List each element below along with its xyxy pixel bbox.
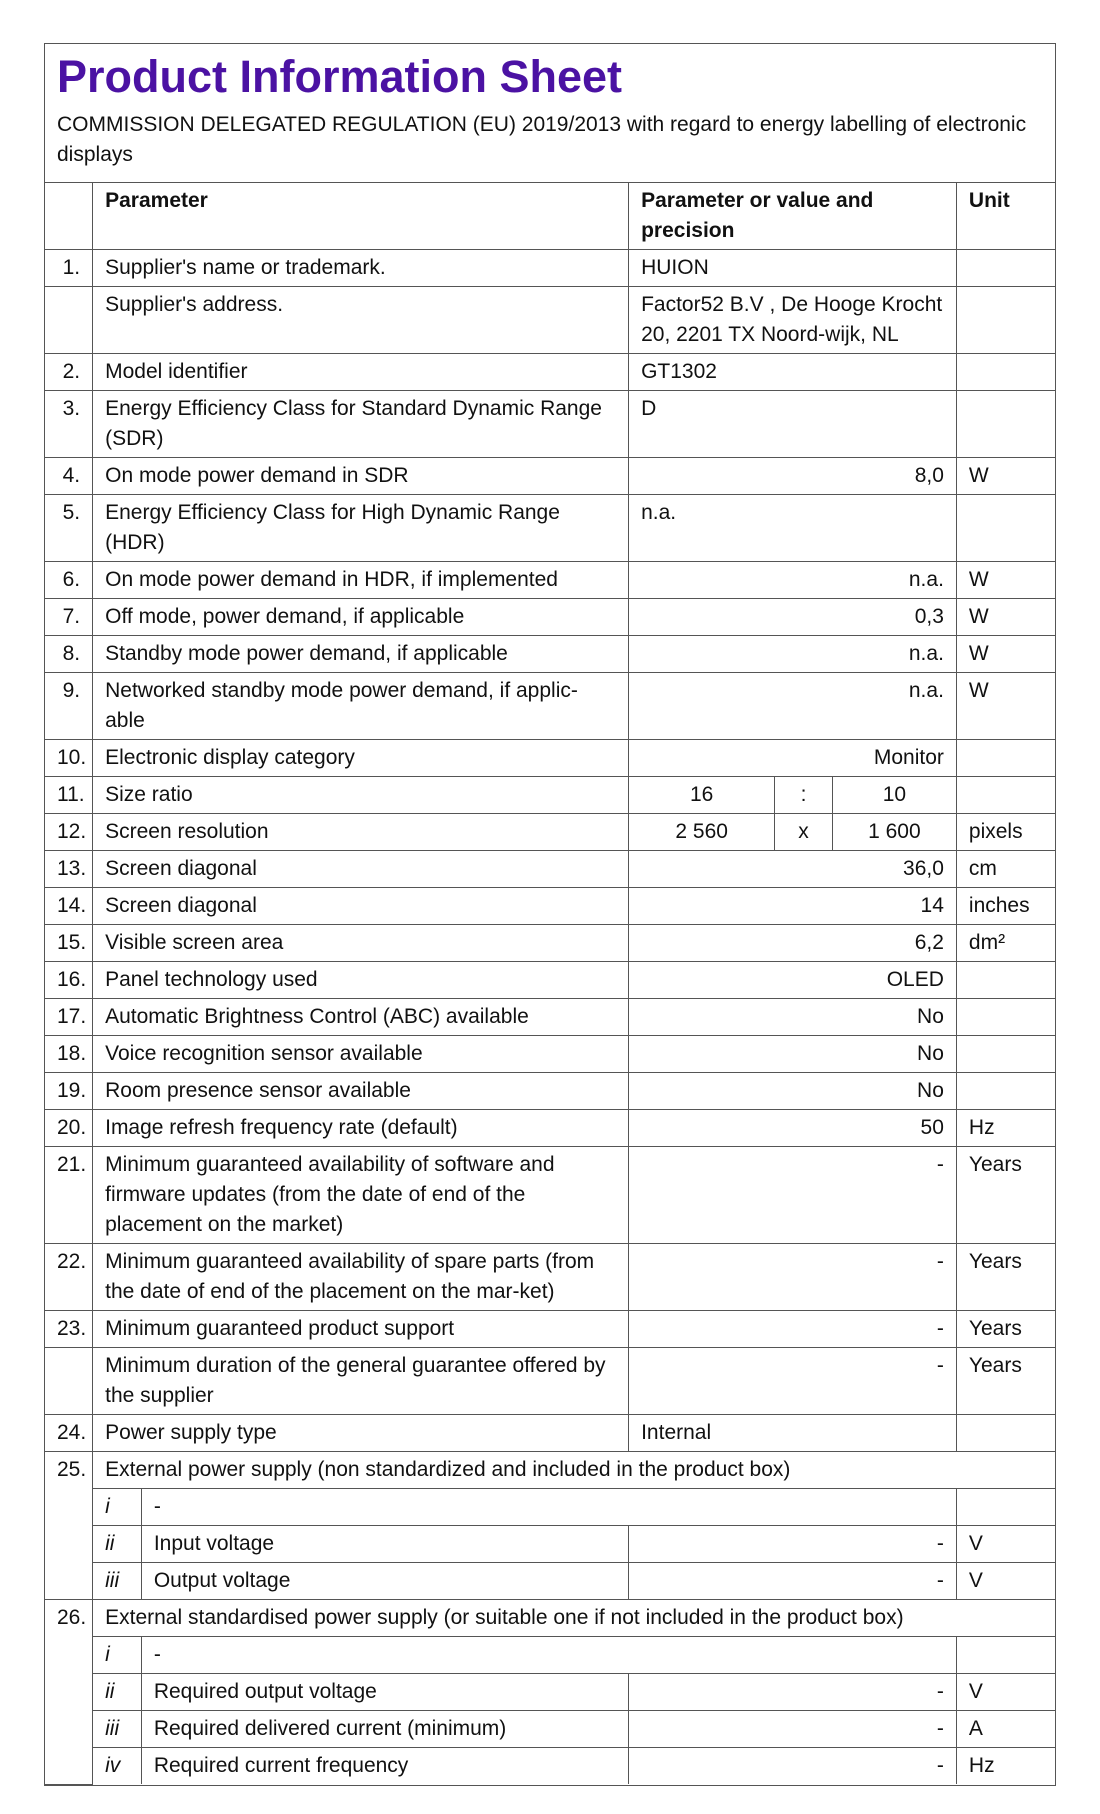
row-parameter: Minimum guaranteed availability of spare parts (from the date of end of the placement on the mar-ket): [93, 1244, 629, 1311]
ext-standard-power-supply-title-row: [45, 1600, 1055, 1637]
row-value: -: [629, 1244, 957, 1311]
row-value-a: 16: [629, 777, 775, 814]
ext-standard-power-supply-item-row: [45, 1674, 1055, 1711]
ext-power-supply-item-row: [45, 1526, 1055, 1563]
table-row: [45, 458, 1055, 495]
row-parameter: Voice recognition sensor available: [93, 1036, 629, 1073]
row-parameter: Supplier's address.: [93, 287, 629, 354]
ext-standard-power-supply-item-unit: [956, 1637, 1055, 1674]
row-unit: dm²: [956, 925, 1055, 962]
table-row: [45, 1311, 1055, 1348]
ext-standard-power-supply-item-index: i: [93, 1637, 142, 1674]
row-parameter: Room presence sensor available: [93, 1073, 629, 1110]
table-row: [45, 1036, 1055, 1073]
row-number: 8.: [45, 636, 93, 673]
ext-standard-power-supply-item-label: Required delivered current (minimum): [141, 1711, 628, 1748]
table-row: [45, 636, 1055, 673]
row-parameter: Model identifier: [93, 354, 629, 391]
ext-standard-power-supply-item-label: -: [141, 1637, 956, 1674]
row-value: n.a.: [629, 636, 957, 673]
row-value: -: [629, 1311, 957, 1348]
row-value-b: 1 600: [832, 814, 956, 851]
row-number: 20.: [45, 1110, 93, 1147]
row-number: 25.: [45, 1452, 93, 1600]
header-number: [45, 183, 93, 250]
row-number: 9.: [45, 673, 93, 740]
row-unit: [956, 777, 1055, 814]
row-number: 5.: [45, 495, 93, 562]
row-unit: [956, 1036, 1055, 1073]
row-value: 14: [629, 888, 957, 925]
row-number: 17.: [45, 999, 93, 1036]
row-unit: W: [956, 599, 1055, 636]
product-information-sheet: [44, 43, 1056, 1786]
row-number: 22.: [45, 1244, 93, 1311]
ext-standard-power-supply-item-label: Required output voltage: [141, 1674, 628, 1711]
row-unit: [956, 250, 1055, 287]
row-number: 4.: [45, 458, 93, 495]
row-unit: W: [956, 673, 1055, 740]
row-unit: Years: [956, 1244, 1055, 1311]
row-number: 14.: [45, 888, 93, 925]
row-parameter: Electronic display category: [93, 740, 629, 777]
ext-power-supply-item-label: -: [141, 1489, 956, 1526]
row-number: 15.: [45, 925, 93, 962]
row-number: 2.: [45, 354, 93, 391]
row-parameter: On mode power demand in HDR, if implemented: [93, 562, 629, 599]
ext-power-supply-item-value: -: [629, 1563, 957, 1600]
row-value: n.a.: [629, 495, 957, 562]
ext-power-supply-title: External power supply (non standardized and included in the product box): [93, 1452, 1055, 1489]
table-row: [45, 814, 1055, 851]
row-parameter: Visible screen area: [93, 925, 629, 962]
table-row: [45, 1244, 1055, 1311]
ext-power-supply-item-row: [45, 1489, 1055, 1526]
ext-standard-power-supply-item-unit: V: [956, 1674, 1055, 1711]
row-value: n.a.: [629, 673, 957, 740]
ext-standard-power-supply-item-index: iii: [93, 1711, 142, 1748]
row-value: GT1302: [629, 354, 957, 391]
row-value-separator: x: [775, 814, 833, 851]
row-value: No: [629, 999, 957, 1036]
table-header-row: [45, 183, 1055, 250]
row-value: HUION: [629, 250, 957, 287]
table-row: [45, 888, 1055, 925]
row-value: Internal: [629, 1415, 957, 1452]
row-number: [45, 287, 93, 354]
row-value: OLED: [629, 962, 957, 999]
row-parameter: Power supply type: [93, 1415, 629, 1452]
row-unit: Years: [956, 1348, 1055, 1415]
row-value: No: [629, 1073, 957, 1110]
ext-power-supply-item-index: iii: [93, 1563, 142, 1600]
row-value: 50: [629, 1110, 957, 1147]
row-parameter: Image refresh frequency rate (default): [93, 1110, 629, 1147]
ext-standard-power-supply-item-label: Required current frequency: [141, 1748, 628, 1785]
row-value: D: [629, 391, 957, 458]
ext-standard-power-supply-item-row: [45, 1637, 1055, 1674]
ext-standard-power-supply-item-index: ii: [93, 1674, 142, 1711]
sheet-header: [45, 44, 1055, 183]
row-parameter: Size ratio: [93, 777, 629, 814]
row-unit: [956, 1073, 1055, 1110]
row-parameter: Off mode, power demand, if applicable: [93, 599, 629, 636]
table-row: [45, 562, 1055, 599]
row-number: [45, 1348, 93, 1415]
regulation-subtitle: COMMISSION DELEGATED REGULATION (EU) 2019/2013 with regard to energy labelling of electronic displays: [57, 113, 1027, 166]
table-row: [45, 740, 1055, 777]
row-number: 12.: [45, 814, 93, 851]
row-number: 10.: [45, 740, 93, 777]
row-number: 13.: [45, 851, 93, 888]
ext-power-supply-item-index: ii: [93, 1526, 142, 1563]
row-number: 6.: [45, 562, 93, 599]
table-row: [45, 1147, 1055, 1244]
row-unit: W: [956, 562, 1055, 599]
table-row: [45, 1073, 1055, 1110]
table-row: [45, 1110, 1055, 1147]
row-number: 18.: [45, 1036, 93, 1073]
ext-power-supply-item-index: i: [93, 1489, 142, 1526]
row-parameter: Supplier's name or trademark.: [93, 250, 629, 287]
row-number: 21.: [45, 1147, 93, 1244]
header-unit: Unit: [956, 183, 1055, 250]
row-value-a: 2 560: [629, 814, 775, 851]
row-unit: [956, 354, 1055, 391]
row-number: 1.: [45, 250, 93, 287]
row-parameter: On mode power demand in SDR: [93, 458, 629, 495]
ext-standard-power-supply-item-row: [45, 1748, 1055, 1785]
row-unit: pixels: [956, 814, 1055, 851]
row-unit: [956, 999, 1055, 1036]
ext-power-supply-item-label: Output voltage: [141, 1563, 628, 1600]
row-unit: Hz: [956, 1110, 1055, 1147]
ext-power-supply-item-unit: V: [956, 1563, 1055, 1600]
ext-power-supply-item-label: Input voltage: [141, 1526, 628, 1563]
row-value: No: [629, 1036, 957, 1073]
row-parameter: Minimum duration of the general guarantee offered by the supplier: [93, 1348, 629, 1415]
table-row: [45, 599, 1055, 636]
row-parameter: Standby mode power demand, if applicable: [93, 636, 629, 673]
ext-standard-power-supply-item-row: [45, 1711, 1055, 1748]
row-parameter: Automatic Brightness Control (ABC) available: [93, 999, 629, 1036]
ext-standard-power-supply-item-value: -: [629, 1711, 957, 1748]
row-value: 6,2: [629, 925, 957, 962]
table-row: [45, 999, 1055, 1036]
table-row: [45, 354, 1055, 391]
row-value: -: [629, 1348, 957, 1415]
row-number: 7.: [45, 599, 93, 636]
row-parameter: Screen diagonal: [93, 888, 629, 925]
row-parameter: Screen diagonal: [93, 851, 629, 888]
info-table: [45, 183, 1055, 1785]
row-unit: Years: [956, 1147, 1055, 1244]
ext-power-supply-item-unit: V: [956, 1526, 1055, 1563]
row-parameter: Minimum guaranteed product support: [93, 1311, 629, 1348]
row-unit: [956, 287, 1055, 354]
header-value: Parameter or value and precision: [629, 183, 957, 250]
header-parameter: Parameter: [93, 183, 629, 250]
row-number: 24.: [45, 1415, 93, 1452]
row-unit: [956, 391, 1055, 458]
row-value: n.a.: [629, 562, 957, 599]
ext-power-supply-item-row: [45, 1563, 1055, 1600]
page-title: Product Information Sheet: [57, 51, 623, 102]
table-row: [45, 777, 1055, 814]
row-value: Factor52 B.V , De Hooge Krocht 20, 2201 TX Noord-wijk, NL: [629, 287, 957, 354]
table-row: [45, 495, 1055, 562]
row-unit: [956, 740, 1055, 777]
table-row: [45, 962, 1055, 999]
row-value-separator: :: [775, 777, 833, 814]
row-unit: inches: [956, 888, 1055, 925]
row-unit: [956, 495, 1055, 562]
row-parameter: Energy Efficiency Class for Standard Dynamic Range (SDR): [93, 391, 629, 458]
table-row: [45, 1348, 1055, 1415]
row-unit: Years: [956, 1311, 1055, 1348]
row-parameter: Networked standby mode power demand, if applic-able: [93, 673, 629, 740]
ext-power-supply-title-row: [45, 1452, 1055, 1489]
table-row: [45, 851, 1055, 888]
row-parameter: Minimum guaranteed availability of software and firmware updates (from the date of end of the placement on the market): [93, 1147, 629, 1244]
table-row: [45, 673, 1055, 740]
ext-standard-power-supply-item-value: -: [629, 1748, 957, 1785]
ext-standard-power-supply-title: External standardised power supply (or suitable one if not included in the product box): [93, 1600, 1055, 1637]
table-row: [45, 925, 1055, 962]
ext-standard-power-supply-item-unit: A: [956, 1711, 1055, 1748]
ext-standard-power-supply-item-index: iv: [93, 1748, 142, 1785]
row-parameter: Screen resolution: [93, 814, 629, 851]
row-number: 19.: [45, 1073, 93, 1110]
ext-power-supply-item-value: -: [629, 1526, 957, 1563]
row-value: 36,0: [629, 851, 957, 888]
row-parameter: Panel technology used: [93, 962, 629, 999]
row-value: -: [629, 1147, 957, 1244]
row-unit: [956, 1415, 1055, 1452]
row-unit: cm: [956, 851, 1055, 888]
row-value: 8,0: [629, 458, 957, 495]
row-unit: [956, 962, 1055, 999]
ext-power-supply-item-unit: [956, 1489, 1055, 1526]
row-number: 11.: [45, 777, 93, 814]
row-number: 26.: [45, 1600, 93, 1785]
row-value-b: 10: [832, 777, 956, 814]
table-row: [45, 391, 1055, 458]
row-number: 16.: [45, 962, 93, 999]
row-number: 23.: [45, 1311, 93, 1348]
table-row: [45, 287, 1055, 354]
ext-standard-power-supply-item-value: -: [629, 1674, 957, 1711]
row-parameter: Energy Efficiency Class for High Dynamic Range (HDR): [93, 495, 629, 562]
table-row: [45, 1415, 1055, 1452]
row-value: Monitor: [629, 740, 957, 777]
row-unit: W: [956, 636, 1055, 673]
row-value: 0,3: [629, 599, 957, 636]
ext-standard-power-supply-item-unit: Hz: [956, 1748, 1055, 1785]
table-row: [45, 250, 1055, 287]
row-number: 3.: [45, 391, 93, 458]
row-unit: W: [956, 458, 1055, 495]
